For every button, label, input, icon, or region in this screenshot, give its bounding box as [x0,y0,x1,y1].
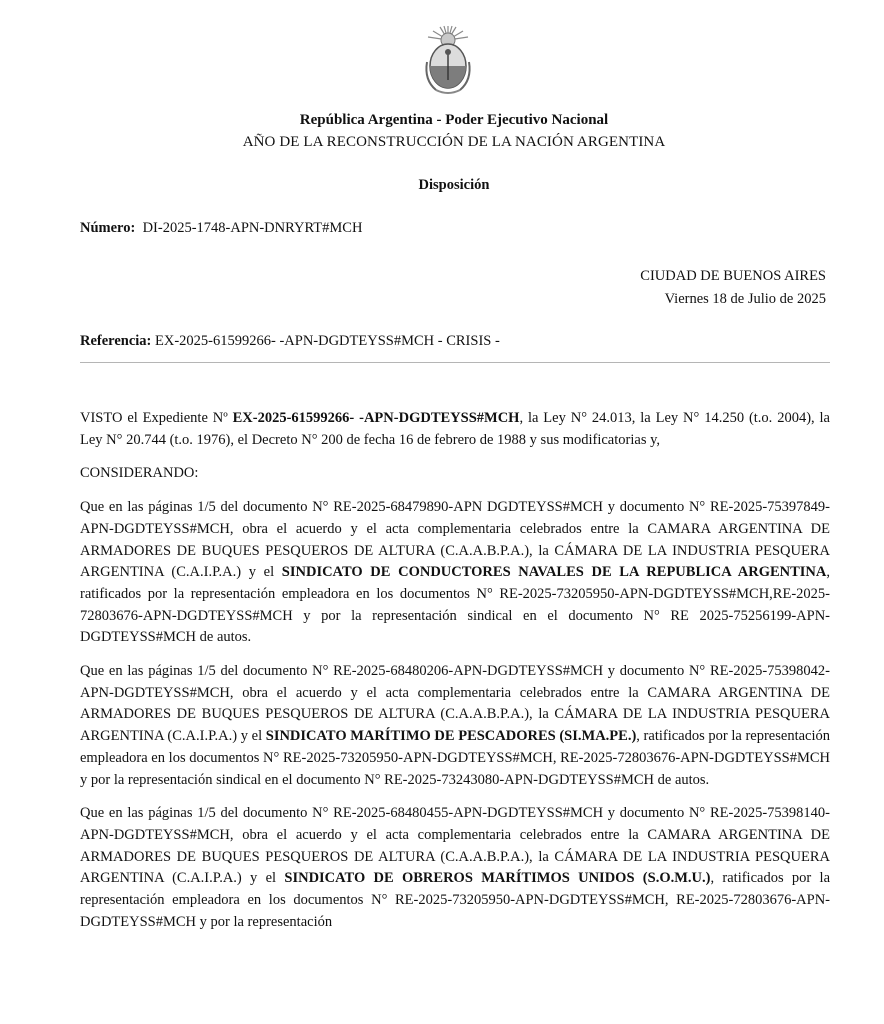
reference-label: Referencia: [80,333,152,349]
document-type: Disposición [418,177,490,193]
paragraph [80,803,830,933]
reference-value: EX-2025-61599266- -APN-DGDTEYSS#MCH - CRISIS - [155,333,500,349]
number-label: Número: [80,220,136,236]
bold-run: SINDICATO DE CONDUCTORES NAVALES DE LA REPUBLICA ARGENTINA [281,564,827,581]
document-body [80,408,830,945]
date: Viernes 18 de Julio de 2025 [664,291,826,307]
text-run: Que en las páginas 1/5 del documento N° RE-2025-68480455-APN-DGDTEYSS#MCH y documento N° RE-2025-75398140-APN-DGDTEYSS#MCH, obra el acuerdo y el acta complementaria celebrados entre la CAMARA ARGENTINA DE ARMADORES DE BUQUES PESQUEROS DE ALTURA (C.A.A.B.P.A.), la CÁMARA DE LA INDUSTRIA PESQUERA ARGENTINA (C.A.I.P.A.) y el [80,805,830,887]
text-run: Que en las páginas 1/5 del documento N° RE-2025-68479890-APN DGDTEYSS#MCH y documento N° RE-2025-75397849-APN-DGDTEYSS#MCH, obra el acuerdo y el acta complementaria celebrados entre la CAMARA ARGENTINA DE ARMADORES DE BUQUES PESQUEROS DE ALTURA (C.A.A.B.P.A.), la CÁMARA DE LA INDUSTRIA PESQUERA ARGENTINA (C.A.I.P.A.) y el [80,499,830,581]
considerando-heading: CONSIDERANDO: [80,465,199,482]
text-run: , la Ley N° 24.013, la Ley N° 14.250 (t.o. 2004), la Ley N° 20.744 (t.o. 1976), el Decreto N° 200 de fecha 16 de febrero de 1988 y sus modificatorias y, [80,410,830,448]
text-run: , ratificados por la representación empleadora en los documentos N° RE-2025-73205950-APN-DGDTEYSS#MCH, RE-2025-72803676-APN-DGDTEYSS#MCH y por la representación sindical en el documento N° RE-2025-73243080-APN-DGDTEYSS#MCH de autos. [80,728,830,788]
coat-of-arms-icon [422,22,474,96]
bold-run: SINDICATO DE OBREROS MARÍTIMOS UNIDOS (S.O.M.U.) [284,870,711,887]
bold-run: SINDICATO MARÍTIMO DE PESCADORES (SI.MA.PE.) [265,728,637,745]
document-number [80,220,362,237]
header-title: República Argentina - Poder Ejecutivo Nacional [299,112,609,128]
number-value: DI-2025-1748-APN-DNRYRT#MCH [142,220,363,236]
reference [80,333,500,350]
text-run: Que en las páginas 1/5 del documento N° RE-2025-68480206-APN-DGDTEYSS#MCH y documento N° RE-2025-75398042-APN-DGDTEYSS#MCH, obra el acuerdo y el acta complementaria celebrados entre la CAMARA ARGENTINA DE ARMADORES DE BUQUES PESQUEROS DE ALTURA (C.A.A.B.P.A.), la CÁMARA DE LA INDUSTRIA PESQUERA ARGENTINA (C.A.I.P.A.) y el [80,663,830,745]
paragraph [80,497,830,649]
place: CIUDAD DE BUENOS AIRES [640,268,826,284]
paragraph [80,661,830,791]
text-run: , ratificados por la representación empleadora en los documentos N° RE-2025-73205950-APN-DGDTEYSS#MCH, RE-2025-72803676-APN-DGDTEYSS#MCH y por la representación [80,870,831,930]
divider [80,362,830,363]
text-run: VISTO el Expediente Nº [80,410,233,426]
visto-paragraph [80,408,830,451]
text-run: , ratificados por la representación empleadora en los documentos N° RE-2025-73205950-APN-DGDTEYSS#MCH,RE-2025-72803676-APN-DGDTEYSS#MCH y por la representación sindical en el documento N° RE 2025-75256199-APN-DGDTEYSS#MCH de autos. [80,564,830,646]
bold-run: EX-2025-61599266- -APN-DGDTEYSS#MCH [232,410,520,426]
header-subtitle: AÑO DE LA RECONSTRUCCIÓN DE LA NACIÓN ARGENTINA [242,134,666,150]
